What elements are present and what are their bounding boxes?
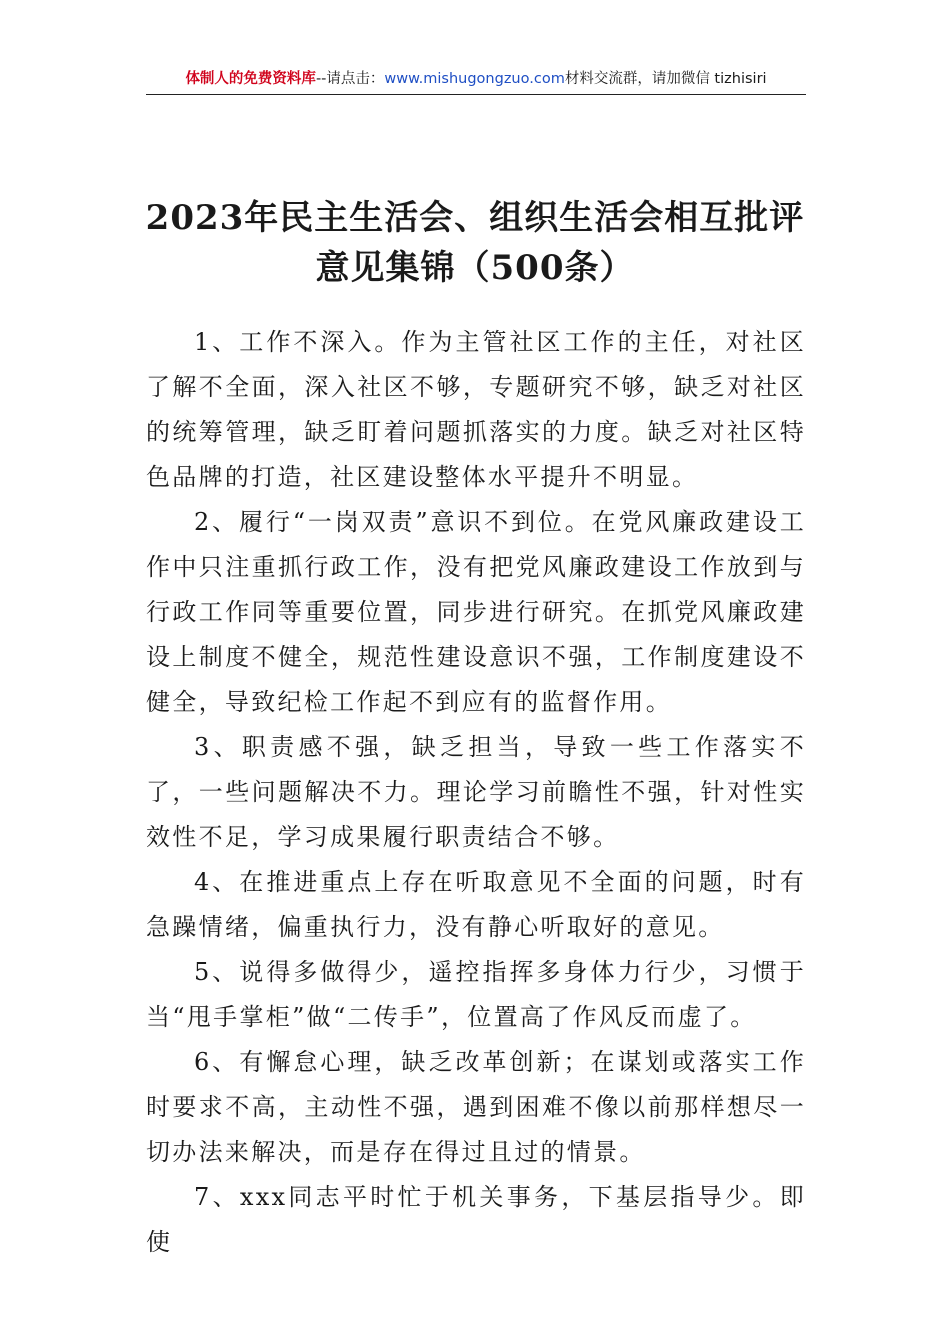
paragraph: 7、xxx同志平时忙于机关事务，下基层指导少。即使	[146, 1183, 806, 1256]
paragraph: 6、有懈怠心理，缺乏改革创新；在谋划或落实工作时要求不高，主动性不强，遇到困难不像以前那样想尽一切办法来解决，而是存在得过且过的情景。	[146, 1048, 806, 1166]
document-body	[146, 320, 806, 1265]
header-tail: 材料交流群，请加微信 tizhisiri	[564, 71, 767, 87]
document-title	[120, 193, 830, 293]
title-line-1: 2023年民主生活会、组织生活会相互批评	[145, 197, 805, 238]
header-brand: 体制人的免费资料库	[185, 71, 316, 87]
paragraph: 4、在推进重点上存在听取意见不全面的问题，时有急躁情绪，偏重执行力，没有静心听取好的意见。	[146, 868, 806, 941]
page-header	[146, 64, 806, 95]
header-separator: --请点击：	[315, 71, 385, 87]
title-line-2: 意见集锦（500条）	[315, 247, 635, 288]
header-link[interactable]: www.mishugongzuo.com	[384, 71, 565, 87]
paragraph: 1、工作不深入。作为主管社区工作的主任，对社区了解不全面，深入社区不够，专题研究不够，缺乏对社区的统筹管理，缺乏盯着问题抓落实的力度。缺乏对社区特色品牌的打造，社区建设整体水平提升不明显。	[146, 328, 806, 491]
paragraph: 5、说得多做得少，遥控指挥多身体力行少，习惯于当“甩手掌柜”做“二传手”，位置高了作风反而虚了。	[146, 958, 806, 1031]
paragraph: 2、履行“一岗双责”意识不到位。在党风廉政建设工作中只注重抓行政工作，没有把党风廉政建设工作放到与行政工作同等重要位置，同步进行研究。在抓党风廉政建设上制度不健全，规范性建设意识不强，工作制度建设不健全，导致纪检工作起不到应有的监督作用。	[146, 508, 806, 716]
paragraph: 3、职责感不强，缺乏担当，导致一些工作落实不了，一些问题解决不力。理论学习前瞻性不强，针对性实效性不足，学习成果履行职责结合不够。	[146, 733, 806, 851]
